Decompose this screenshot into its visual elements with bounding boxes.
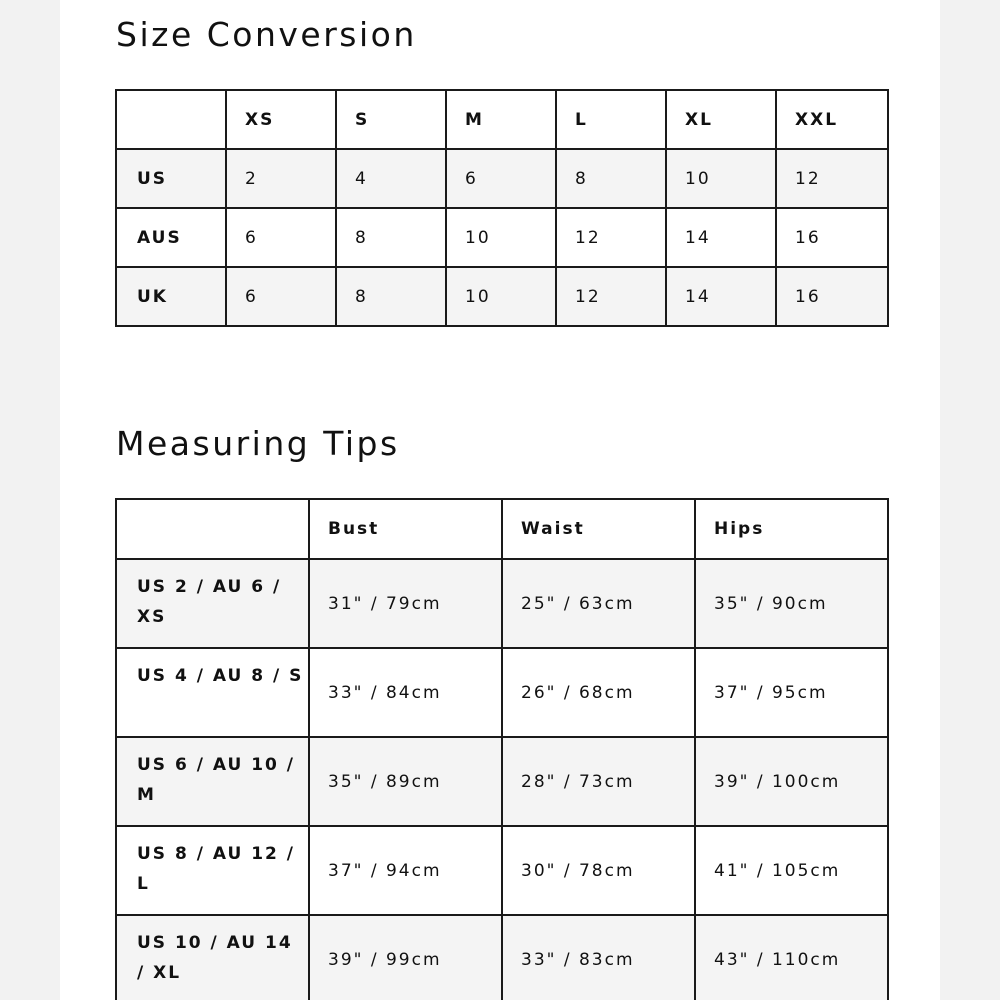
table-cell: 35" / 89cm [309,737,502,826]
table-row [116,267,888,326]
header-cell-l: L [556,90,666,149]
table-row [116,826,888,915]
row-label-us: US [116,149,226,208]
table-cell: 14 [666,208,776,267]
table-header-row [116,499,888,559]
table-cell: 8 [556,149,666,208]
row-label-size: US 4 / AU 8 / S [116,648,309,737]
header-cell-empty [116,499,309,559]
header-cell-m: M [446,90,556,149]
row-label-size: US 10 / AU 14 / XL [116,915,309,1000]
table-cell: 26" / 68cm [502,648,695,737]
table-cell: 25" / 63cm [502,559,695,648]
table-cell: 43" / 110cm [695,915,888,1000]
table-cell: 8 [336,208,446,267]
measuring-tips-title: Measuring Tips [116,424,400,463]
table-cell: 41" / 105cm [695,826,888,915]
table-cell: 28" / 73cm [502,737,695,826]
table-cell: 39" / 100cm [695,737,888,826]
header-cell-xs: XS [226,90,336,149]
row-label-uk: UK [116,267,226,326]
table-row [116,149,888,208]
row-label-aus: AUS [116,208,226,267]
header-cell-bust: Bust [309,499,502,559]
table-cell: 10 [446,267,556,326]
table-cell: 6 [446,149,556,208]
table-cell: 33" / 83cm [502,915,695,1000]
size-guide-page [60,0,940,1000]
header-cell-empty [116,90,226,149]
table-cell: 6 [226,267,336,326]
table-cell: 12 [776,149,888,208]
table-cell: 12 [556,267,666,326]
table-cell: 35" / 90cm [695,559,888,648]
table-row [116,648,888,737]
row-label-size: US 8 / AU 12 / L [116,826,309,915]
table-cell: 4 [336,149,446,208]
table-cell: 10 [666,149,776,208]
table-row [116,737,888,826]
header-cell-xxl: XXL [776,90,888,149]
size-conversion-table [115,89,889,327]
table-row [116,208,888,267]
table-cell: 10 [446,208,556,267]
table-cell: 16 [776,208,888,267]
header-cell-waist: Waist [502,499,695,559]
header-cell-hips: Hips [695,499,888,559]
table-cell: 12 [556,208,666,267]
table-cell: 6 [226,208,336,267]
header-cell-xl: XL [666,90,776,149]
header-cell-s: S [336,90,446,149]
table-cell: 39" / 99cm [309,915,502,1000]
table-row [116,915,888,1000]
size-conversion-title: Size Conversion [116,15,417,54]
table-cell: 37" / 94cm [309,826,502,915]
table-header-row [116,90,888,149]
table-cell: 33" / 84cm [309,648,502,737]
table-cell: 2 [226,149,336,208]
table-cell: 14 [666,267,776,326]
table-cell: 16 [776,267,888,326]
table-cell: 31" / 79cm [309,559,502,648]
measuring-tips-table [115,498,889,1000]
table-cell: 30" / 78cm [502,826,695,915]
table-row [116,559,888,648]
row-label-size: US 2 / AU 6 / XS [116,559,309,648]
row-label-size: US 6 / AU 10 / M [116,737,309,826]
table-cell: 37" / 95cm [695,648,888,737]
table-cell: 8 [336,267,446,326]
